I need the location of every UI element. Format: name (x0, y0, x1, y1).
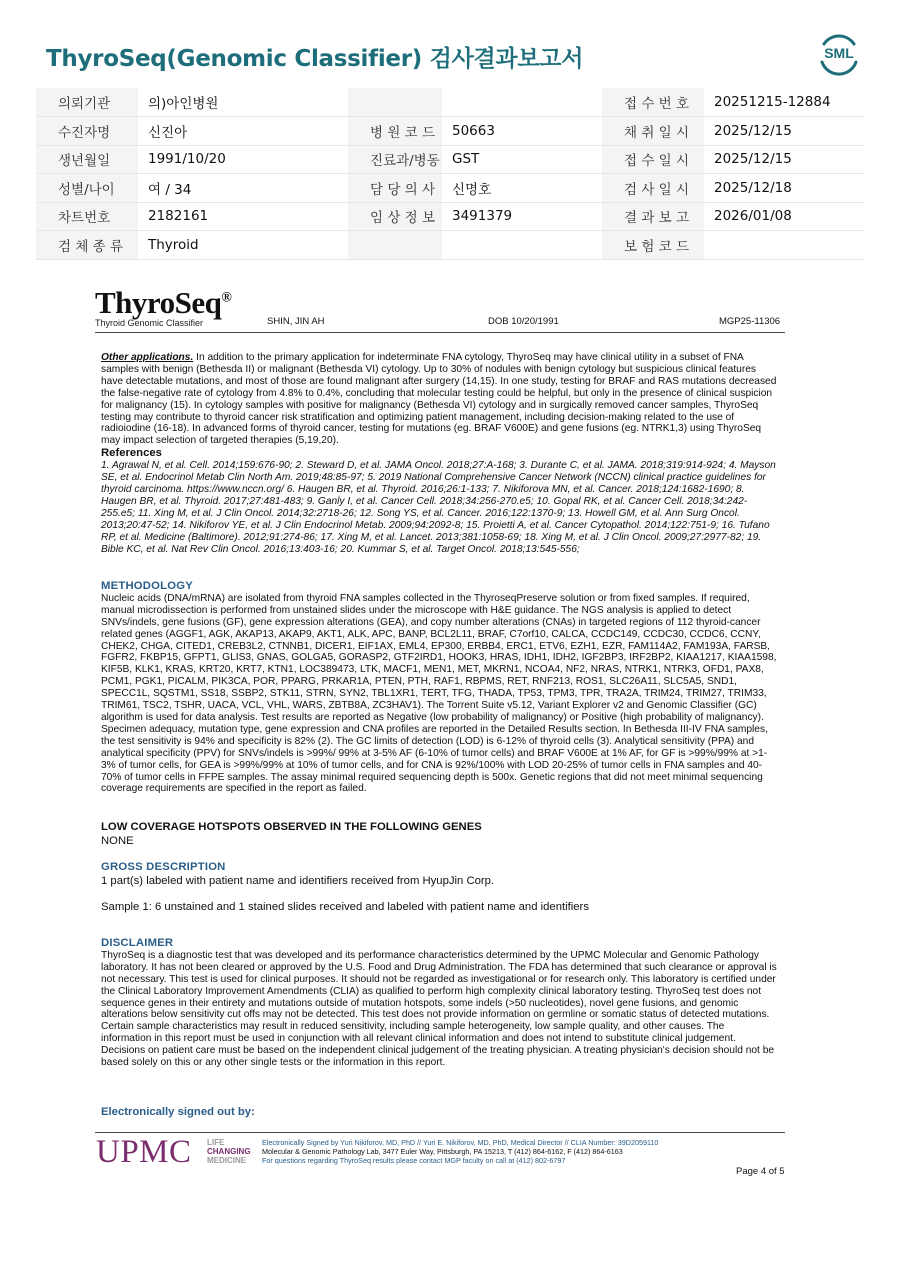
thyroseq-logo-subtitle: Thyroid Genomic Classifier (95, 318, 204, 328)
info-value: 50663 (442, 117, 602, 146)
low-coverage-section (101, 822, 777, 848)
page-title: ThyroSeq(Genomic Classifier) 검사결과보고서 (46, 46, 584, 72)
gross-description-section (101, 862, 777, 914)
info-label: 검 체 종 류 (36, 231, 138, 260)
methodology-section (101, 581, 777, 795)
disclaimer-heading: DISCLAIMER (101, 937, 174, 949)
methodology-text: Nucleic acids (DNA/mRNA) are isolated from thyroid FNA samples collected in the ThyroseqPreserve solution or from fixed samples. If required, manual microdissection is performed from unstained slides under the microscope with H&E guidance. The NGS analysis is applied to detect SNVs/indels, gene fusions (GF), gene expression alterations (GEA), and copy number alterations (CNAs) in targeted regions of 112 thyroid-cancer related genes (AGGF1, AGK, AKAP13, AKAP9, AKT1, ALK, APC, BANP, BCL2L11, BRAF, C7orf10, CALCA, CCDC149, CCDC30, CCDC6, CCNY, CHEK2, CHGA, CITED1, CREB3L2, CTNNB1, DICER1, EIF1AX, EML4, EP300, ERBB4, ERC1, ETV6, EZH1, EZR, FAM114A2, FAM193A, FARSB, FGFR2, FKBP15, GFPT1, GLIS3, GNAS, GOLGA5, GORASP2, GTF2IRD1, HOOK3, HRAS, IDH1, IDH2, IGF2BP3, IRF2BP2, KIAA1217, KIAA1598, KIF5B, KLK1, KRAS, KRT20, KRT7, KTN1, LOC389473, LTK, MACF1, MEN1, MET, MKRN1, NCOA4, NF2, NRAS, NTRK1, NTRK3, OFD1, PAX8, PCM1, PGK1, PICALM, PIK3CA, POR, PPARG, PRKAR1A, PTEN, PTH, RAF1, RBPMS, RET, RNF213, ROS1, SLC26A11, SLC5A5, SND1, SPECC1L, SQSTM1, SS18, SSBP2, STK11, STRN, SYN2, TBL1XR1, TERT, TFG, THADA, TP53, TPM3, TPR, TRA2A, TRIM24, TRIM27, TRIM33, TRIM61, TSC2, TSHR, UACA, VCL, VHL, WARS, ZBTB8A, ZC3HAV1). The Torrent Suite v5.12, Variant Explorer v2 and Genomic Classifier (GC) algorithm is used for data analysis. Test results are reported as Negative (low probability of malignancy) or Positive (high probability of malignancy). Specimen adequacy, mutation type, gene expression and CNA profiles are reported in the Detailed Results section. In Bethesda III-IV FNA samples, the test sensitivity is 94% and specificity is 82% (2). The GC limits of detection (LOD) is 6-12% of thyroid cells (3). Analytical sensitivity (PPA) and analytical specificity (PPV) for SNVs/indels is >99%/ 99% at 3-5% AF (6-10% of tumor cells) and BRAF V600E at 1% AF, for GF is >99%/99% at >1-3% of tumor cells, for GEA is >99%/99% at 10% of tumor cells, and for CNA is 92%/100% with LOD 20-25% of tumor cells in FNA samples and 40-70% of tumor cells in FFPE samples. The assay minimal required sequencing depth is 500x. Genetic regions that did not meet minimal sequencing coverage requirements are specified in the report as failed. (101, 592, 777, 795)
footer-contact-line: For questions regarding ThyroSeq results please contact MGP faculty on call at (412) 802-6797 (262, 1156, 566, 1166)
thyroseq-logo-text: ThyroSeq (95, 285, 222, 320)
info-label: 생년월일 (36, 145, 138, 174)
info-label: 의뢰기관 (36, 88, 138, 117)
info-value: 신명호 (442, 174, 602, 203)
upmc-tagline (207, 1138, 251, 1165)
registered-mark: ® (221, 290, 232, 306)
tagline-life: LIFE (207, 1138, 225, 1147)
info-label: 결 과 보 고 (602, 202, 704, 231)
low-coverage-text: NONE (101, 834, 134, 847)
footer-signed-line: Electronically Signed by Yuri Nikiforov, MD, PhD // Yuri E. Nikiforov, MD, PhD, Medical Director // CLIA Number: 39D2059110 (262, 1138, 659, 1147)
footer-lab-line: Molecular & Genomic Pathology Lab, 3477 Euler Way, Pittsburgh, PA 15213, T (412) 864-6162, F (412) 864-6163 (262, 1147, 623, 1157)
gross-description-line2: Sample 1: 6 unstained and 1 stained slides received and labeled with patient name and identifiers (101, 900, 589, 913)
info-value: Thyroid (138, 231, 348, 260)
info-value: 3491379 (442, 202, 602, 231)
info-value: 신진아 (138, 117, 348, 146)
svg-text:SML: SML (824, 45, 854, 61)
header-divider (95, 332, 785, 333)
info-value: 2025/12/18 (704, 174, 864, 203)
upmc-logo (96, 1136, 192, 1168)
info-value: 20251215-12884 (704, 88, 864, 117)
info-label: 성별/나이 (36, 174, 138, 203)
info-label: 임 상 정 보 (348, 202, 442, 231)
other-applications-section (101, 352, 777, 556)
info-value: 의)아인병원 (138, 88, 348, 117)
info-label: 채 취 일 시 (602, 117, 704, 146)
references-text: 1. Agrawal N, et al. Cell. 2014;159:676-90; 2. Steward D, et al. JAMA Oncol. 2018;27:A-168; 3. Durante C, et al. JAMA. 2018;319:914-924; 4. Mayson SE, et al. Endocrinol Metab Clin North Am. 2019;48:85-97; 5. 2019 National Comprehensive Cancer Network (NCCN) clinical practice guidelines for thyroid carcinoma. https://www.nccn.org/ 6. Haugen BR, et al. Thyroid. 2016;26:1-133; 7. Nikiforova MN, et al. Cancer. 2018;124:1682-1690; 8. Haugen BR, et al. Thyroid. 2017;27:481-483; 9. Ganly I, et al. Cancer Cell. 2018;34:256-270.e5; 10. Gopal RK, et al. Cancer Cell. 2018;34:242-255.e5; 11. Xing M, et al. J Clin Oncol. 2014;32:2718-26; 12. Song YS, et al. Cancer. 2016;122:1370-9; 13. Howell GM, et al. Ann Surg Oncol. 2013;20:47-52; 14. Nikiforov YE, et al. J Clin Endocrinol Metab. 2009;94:2092-8; 15. Proietti A, et al. Cancer Cytopathol. 2014;122:751-9; 16. Tufano RP, et al. Medicine (Baltimore). 2012;91:274-86; 17. Xing M, et al. Lancet. 2013;381:1058-69; 18. Xing M, et al. J Clin Oncol. 2009;27:2977-82; 19. Bible KC, et al. Nat Rev Clin Oncol. 2016;13:403-16; 20. Kummar S, et al. Target Oncol. 2018;13:545-556; (101, 460, 776, 555)
info-label: 접 수 일 시 (602, 145, 704, 174)
page-number: Page 4 of 5 (736, 1166, 785, 1177)
footer-divider (95, 1132, 785, 1133)
report-dob: DOB 10/20/1991 (488, 316, 559, 327)
disclaimer-section (101, 938, 777, 1069)
tagline-changing: CHANGING (207, 1147, 251, 1156)
info-label: 병 원 코 드 (348, 117, 442, 146)
info-value: 2182161 (138, 202, 348, 231)
info-value: 2025/12/15 (704, 145, 864, 174)
tagline-medicine: MEDICINE (207, 1156, 247, 1165)
info-value: 2025/12/15 (704, 117, 864, 146)
info-label: 차트번호 (36, 202, 138, 231)
gross-description-heading: GROSS DESCRIPTION (101, 861, 226, 873)
thyroseq-logo (95, 285, 231, 328)
low-coverage-heading: LOW COVERAGE HOTSPOTS OBSERVED IN THE FOLLOWING GENES (101, 821, 482, 833)
info-label: 담 당 의 사 (348, 174, 442, 203)
footer-text (262, 1138, 658, 1166)
info-label: 수진자명 (36, 117, 138, 146)
info-value: 1991/10/20 (138, 145, 348, 174)
gross-description-line1: 1 part(s) labeled with patient name and identifiers received from HyupJin Corp. (101, 874, 495, 887)
references-heading: References (101, 447, 162, 460)
info-label: 검 사 일 시 (602, 174, 704, 203)
info-value: 여 / 34 (138, 174, 348, 203)
other-applications-heading: Other applications. (101, 352, 194, 363)
upmc-logo-text: UPMC (96, 1134, 192, 1170)
methodology-heading: METHODOLOGY (101, 580, 193, 592)
disclaimer-text: ThyroSeq is a diagnostic test that was developed and its performance characteristics determined by the UPMC Molecular and Genomic Pathology laboratory. It has not been cleared or approved by the U.S. Food and Drug Administration. The FDA has determined that such clearance or approval is not necessary. This test is used for clinical purposes. It should not be regarded as investigational or for research only. This laboratory is certified under the Clinical Laboratory Improvement Amendments (CLIA) as qualified to perform high complexity clinical laboratory testing. ThyroSeq test does not sequence genes in their entirety and mutations outside of mutation hotspots, some indels (>50 nucleotides), novel gene fusions, and genomic alterations below sensitivity cut offs may not be detected. This test does not provide information on germline or somatic status of detected mutations. Certain sample characteristics may result in reduced sensitivity, including sample heterogeneity, low sample quality, and other causes. The information in this report must be used in conjunction with all relevant clinical information and does not intend to substitute clinical judgement. Decisions on patient care must be based on the independent clinical judgement of the treating physician. A treating physician's decision should not be based solely on this or any other single tests or the information in this report. (101, 949, 777, 1069)
other-applications-text: In addition to the primary application for indeterminate FNA cytology, ThyroSeq may have clinical utility in a subset of FNA samples with benign (Bethesda II) or malignant (Bethesda VI) cytology. Up to 30% of nodules with benign cytology but suspicious clinical features have detectable mutations, and most of those are found malignant after surgery (14,15). In one study, testing for BRAF and RAS mutations decreased the false-negative rate of cytology from 4.8% to 0.4%, concluding that molecular testing could be helpful, but only in the presence of clinical suspicion for malignancy (15). In cytology samples with positive for malignancy (Bethesda VI) cytology and in surgically removed cancer samples, ThyroSeq testing may contribute to thyroid cancer risk stratification and optimizing patient management, including decision-making related to the use of radioiodine (16-18). In advanced forms of thyroid cancer, testing for mutations (eg. BRAF V600E) and gene fusions (eg. NTRK1,3) using ThyroSeq may impact selection of targeted therapies (5,19,20). (101, 352, 777, 447)
report-patient-name: SHIN, JIN AH (267, 316, 325, 327)
info-value: 2026/01/08 (704, 202, 864, 231)
report-accession: MGP25-11306 (719, 316, 781, 327)
signed-out-label: Electronically signed out by: (101, 1106, 255, 1118)
info-label: 보 험 코 드 (602, 231, 704, 260)
info-label: 진료과/병동 (348, 145, 442, 174)
info-value: GST (442, 145, 602, 174)
info-label: 접 수 번 호 (602, 88, 704, 117)
